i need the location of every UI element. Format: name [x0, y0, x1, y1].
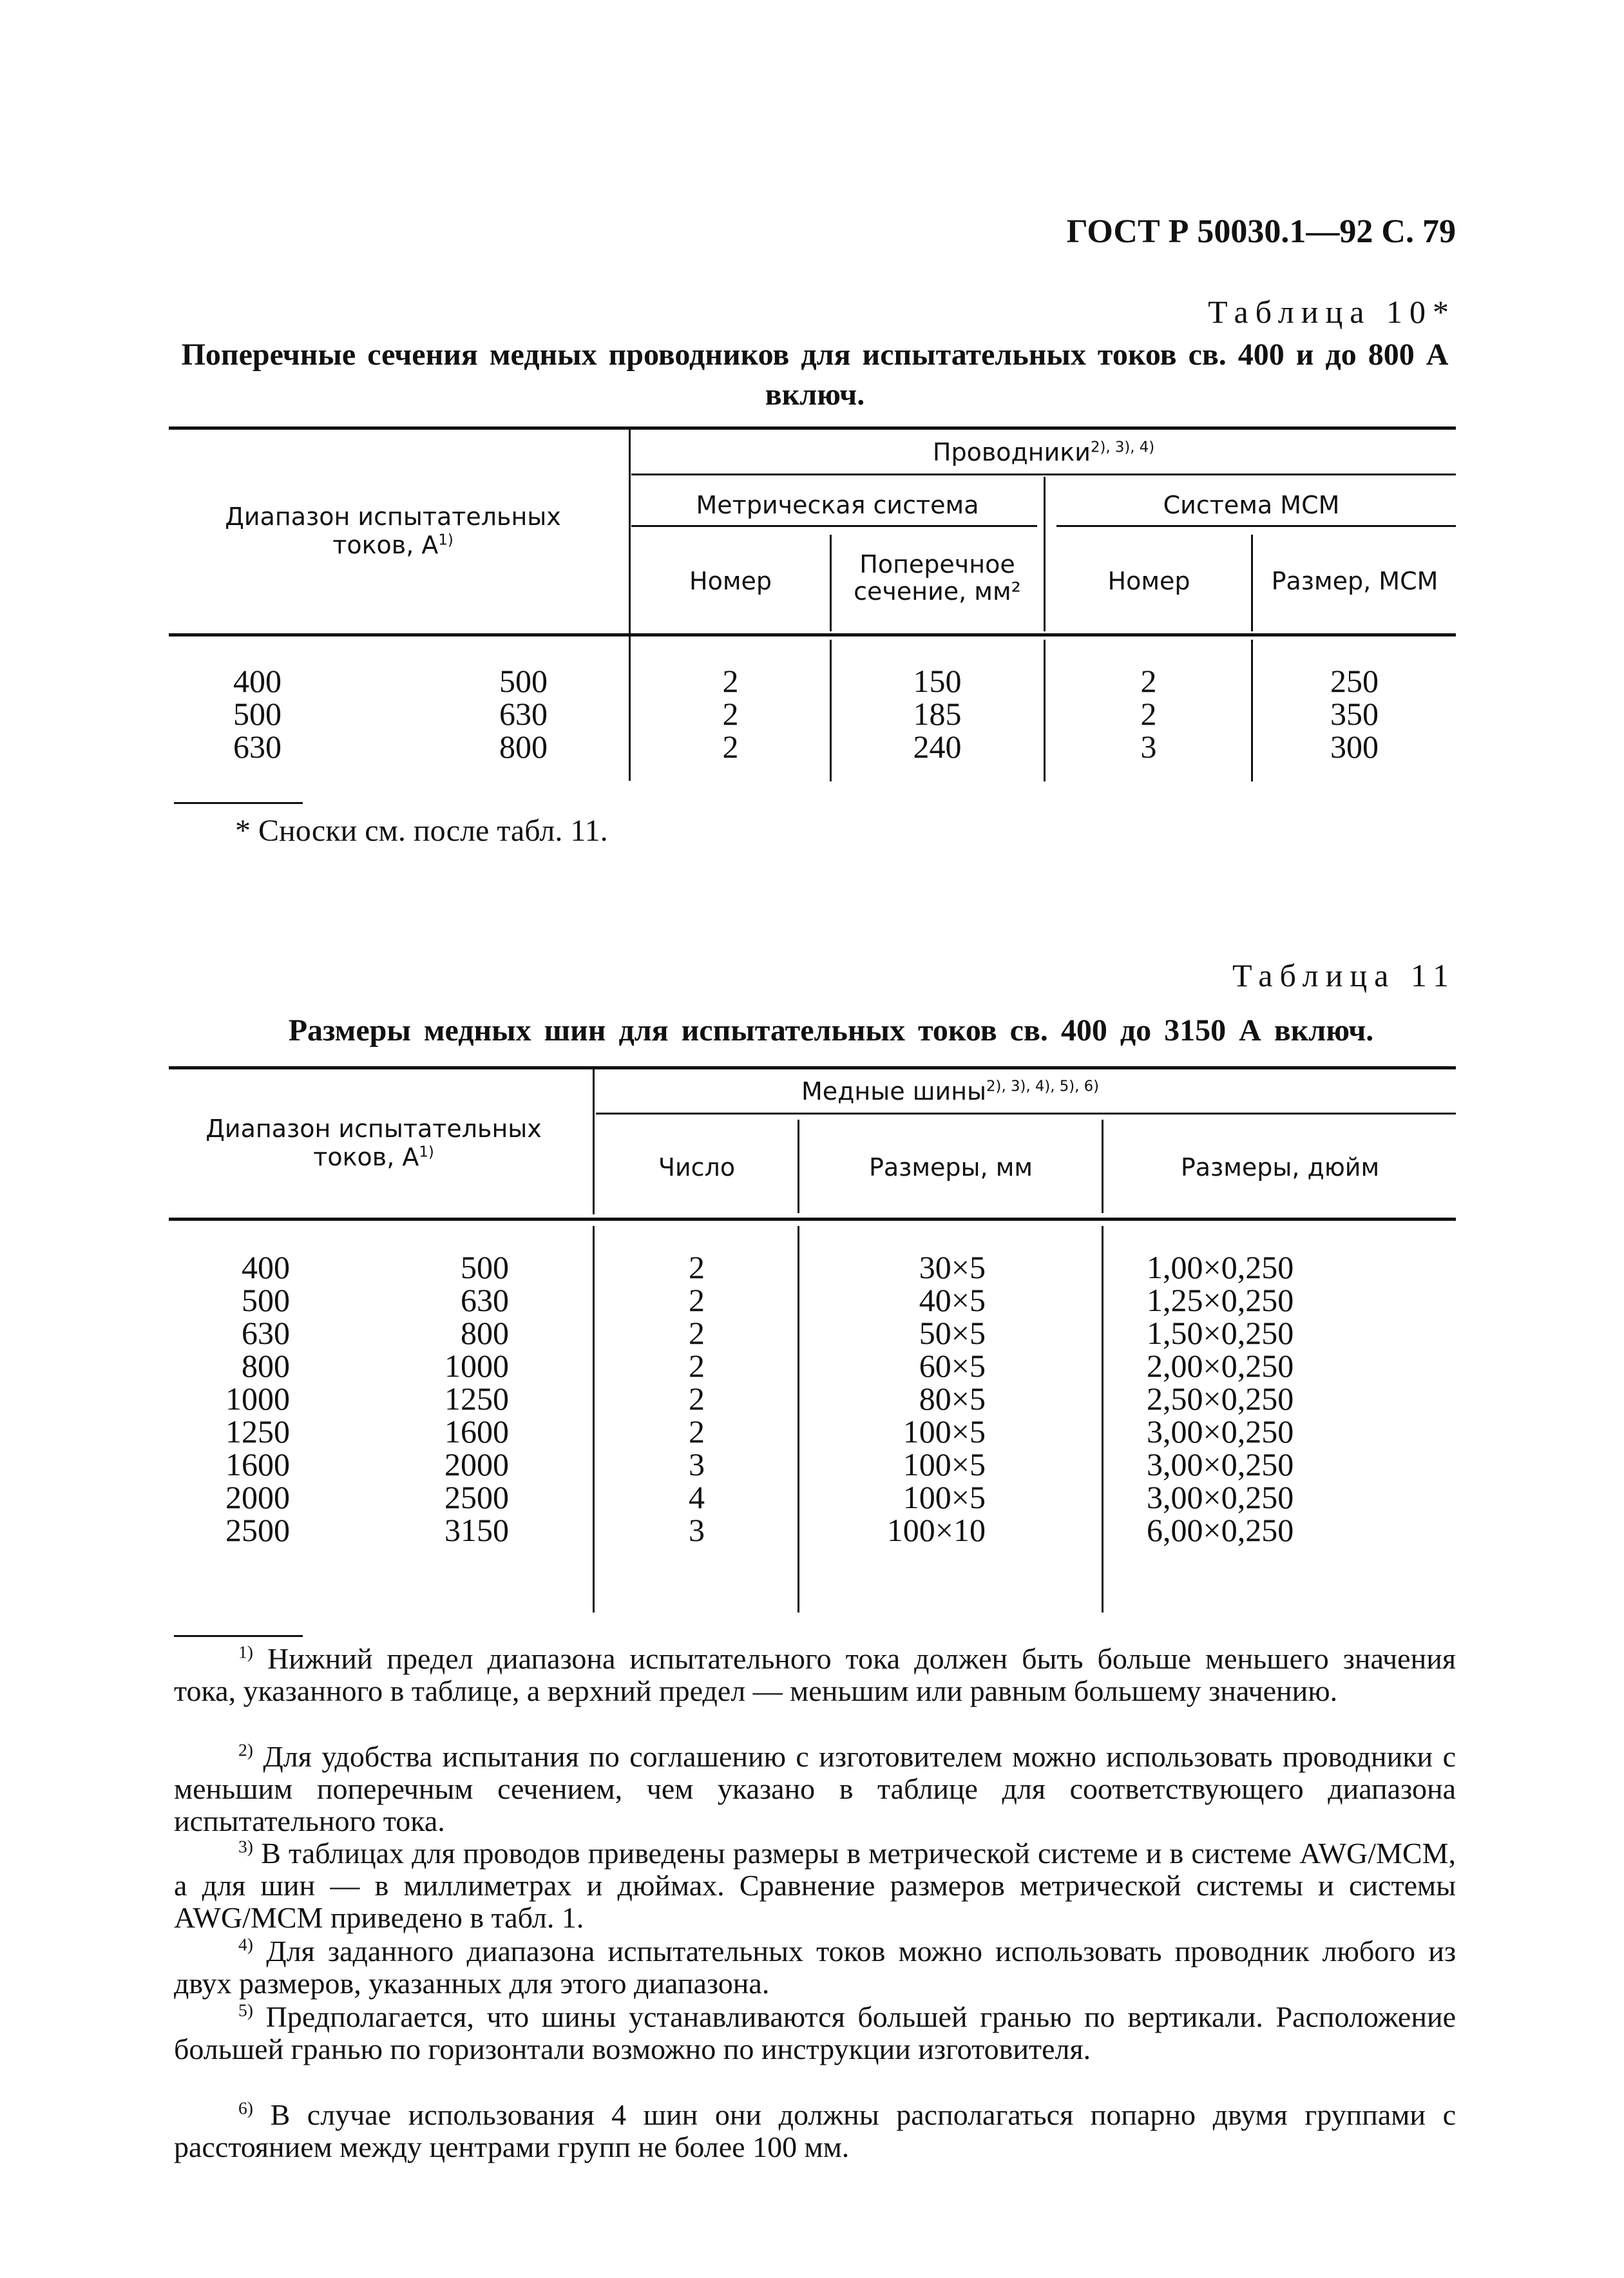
table11-row-5-from: 1000: [225, 1381, 290, 1417]
table10-row-3-mcm: 300: [1330, 729, 1379, 765]
table11-col-range-sup: 1): [419, 1144, 434, 1161]
table11-label: Таблица 11: [1232, 957, 1456, 993]
table11-vline-2b: [798, 1226, 799, 1613]
table10-row-2-num: 2: [722, 696, 739, 732]
page-header: ГОСТ Р 50030.1—92 С. 79: [1066, 213, 1456, 250]
table11-row-7-to: 2000: [444, 1446, 509, 1482]
footnote-5-mark: 5): [238, 2000, 253, 2020]
table10-label: Таблица 10*: [1208, 294, 1456, 330]
table10-row-1-section: 150: [913, 663, 962, 699]
table11-row-6-to: 1600: [444, 1413, 509, 1450]
table11-title: Размеры медных шин для испытательных токов св. 400 до 3150 А включ.: [288, 1013, 1374, 1048]
table10-sub-mcm: Система MCM: [1163, 491, 1340, 519]
table10-row-3-section: 240: [913, 729, 962, 765]
footnote-4-mark: 4): [238, 1934, 253, 1955]
table11-row-1-inch: 1,00×0,250: [1147, 1249, 1294, 1285]
table11-row-8-to: 2500: [444, 1479, 509, 1515]
footnotes-rule: [174, 1635, 303, 1637]
table10-col-number2: Номер: [1107, 567, 1190, 595]
table10-row-2-mcm: 350: [1330, 696, 1379, 732]
table11-row-3-mm: 50×5: [919, 1315, 986, 1351]
table10-row-3-from: 630: [233, 729, 282, 765]
table11-header-rule: [169, 1218, 1456, 1221]
table10-row-2-to: 630: [499, 696, 548, 732]
table10-row-1-from: 400: [233, 663, 282, 699]
table10-row-2-from: 500: [233, 696, 282, 732]
table11-row-8-inch: 3,00×0,250: [1147, 1479, 1294, 1515]
table11-vline-1: [593, 1069, 595, 1214]
footnote-3-text: В таблицах для проводов приведены размеры в метрической системе и в системе AWG/MCM, а для шин — в миллиметрах и дюймах. Сравнение размеров метрической системы и системы AWG/MCM приведено в табл. 1.: [174, 1837, 1457, 1934]
table11-top-rule: [169, 1066, 1456, 1069]
table11-row-8-mm: 100×5: [903, 1479, 986, 1515]
table11-row-3-from: 630: [242, 1315, 290, 1351]
table10-col-number: Номер: [689, 567, 772, 595]
table11-row-4-mm: 60×5: [919, 1348, 986, 1384]
table11-group-bars: [596, 1077, 1304, 1106]
footnote-5-text: Предполагается, что шины устанавливаются большей гранью по вертикали. Расположение большей гранью по горизонтали возможно по инструкции изготовителя.: [174, 2000, 1456, 2065]
footnote-4-text: Для заданного диапазона испытательных токов можно использовать проводник любого из двух размеров, указанных для этого диапазона.: [174, 1935, 1456, 2000]
table11-group-rule: [596, 1113, 1456, 1115]
table11-row-4-to: 1000: [444, 1348, 509, 1384]
table11-row-5-to: 1250: [444, 1381, 509, 1417]
table11-row-4-inch: 2,00×0,250: [1147, 1348, 1294, 1384]
table11-row-1-to: 500: [461, 1249, 509, 1285]
table11-row-6-count: 2: [689, 1413, 705, 1450]
table11-row-7-inch: 3,00×0,250: [1147, 1446, 1294, 1482]
table10-group-conductors-sup: 2), 3), 4): [1090, 439, 1155, 456]
table11-row-5-count: 2: [689, 1381, 705, 1417]
table11-row-7-mm: 100×5: [903, 1446, 986, 1482]
table11-row-7-count: 3: [689, 1446, 705, 1482]
table11-group-bars-sup: 2), 3), 4), 5), 6): [986, 1078, 1100, 1095]
table11-col-range-text: Диапазон испытательных токов, А: [205, 1115, 542, 1171]
table10-group-conductors-text: Проводники: [932, 438, 1091, 466]
table11-row-3-to: 800: [461, 1315, 509, 1351]
table11-row-1-from: 400: [242, 1249, 290, 1285]
table10-col-range-sup: 1): [438, 531, 454, 549]
table11-vline-2: [798, 1120, 799, 1213]
table10-row-1-to: 500: [499, 663, 548, 699]
table10-row-1-mcm: 250: [1330, 663, 1379, 699]
footnote-2: [174, 1741, 1456, 1837]
footnote-4: [174, 1935, 1456, 2000]
footnote-2-text: Для удобства испытания по соглашению с изготовителем можно использовать проводники с меньшим поперечным сечением, чем указано в таблице для соответствующего диапазона испытательного тока.: [174, 1740, 1456, 1837]
footnote-1-mark: 1): [238, 1642, 253, 1662]
table11-row-5-mm: 80×5: [919, 1381, 986, 1417]
table10-row-3-to: 800: [499, 729, 548, 765]
table11-row-2-count: 2: [689, 1282, 705, 1318]
table10-col-size-mcm: Размер, MCM: [1271, 567, 1438, 595]
table11-row-5-inch: 2,50×0,250: [1147, 1381, 1294, 1417]
table11-row-8-from: 2000: [225, 1479, 290, 1515]
table11-row-2-from: 500: [242, 1282, 290, 1318]
table11-row-6-mm: 100×5: [903, 1413, 986, 1450]
table11-col-size-inch: Размеры, дюйм: [1180, 1153, 1380, 1182]
table10-note: * Сноски см. после табл. 11.: [235, 814, 608, 848]
footnote-1: [174, 1643, 1456, 1707]
table10-title: Поперечные сечения медных проводников для испытательных токов св. 400 и до 800 А включ.: [181, 338, 1449, 412]
table11-col-count: Число: [658, 1153, 736, 1182]
table11-col-range: [180, 1115, 567, 1171]
table11-row-8-count: 4: [689, 1479, 705, 1515]
table11-row-3-count: 2: [689, 1315, 705, 1351]
table10-col-section: Поперечное сечение, мм²: [854, 550, 1021, 606]
table11-row-2-to: 630: [461, 1282, 509, 1318]
footnote-6-mark: 6): [238, 2098, 253, 2118]
table11-row-6-from: 1250: [225, 1413, 290, 1450]
table10-row-1-num: 2: [722, 663, 739, 699]
table11-row-4-count: 2: [689, 1348, 705, 1384]
table10-row-3-num2: 3: [1140, 729, 1157, 765]
table11-row-9-from: 2500: [225, 1512, 290, 1548]
table11-vline-1b: [593, 1226, 595, 1613]
table11-row-9-mm: 100×10: [886, 1512, 986, 1548]
table11-col-size-mm: Размеры, мм: [868, 1153, 1033, 1182]
table11-group-bars-text: Медные шины: [801, 1077, 987, 1106]
footnote-2-mark: 2): [238, 1739, 253, 1760]
table11-vline-3: [1102, 1120, 1103, 1213]
table11-row-1-mm: 30×5: [919, 1249, 986, 1285]
table11-vline-3b: [1102, 1226, 1103, 1613]
table11-row-9-to: 3150: [444, 1512, 509, 1548]
table11-row-9-inch: 6,00×0,250: [1147, 1512, 1294, 1548]
footnote-6-text: В случае использования 4 шин они должны располагаться попарно двумя группами с расстоянием между центрами групп не более 100 мм.: [174, 2098, 1456, 2163]
footnote-6: [174, 2099, 1456, 2163]
table10-row-2-num2: 2: [1140, 696, 1157, 732]
table11-row-4-from: 800: [242, 1348, 290, 1384]
table10-col-range-text: Диапазон испытательных токов, А: [225, 503, 561, 559]
table10-row-1-num2: 2: [1140, 663, 1157, 699]
table10-row-2-section: 185: [913, 696, 962, 732]
footnote-3-mark: 3): [238, 1836, 253, 1857]
footnote-3: [174, 1837, 1456, 1934]
table11-row-9-count: 3: [689, 1512, 705, 1548]
table10-row-3-num: 2: [722, 729, 739, 765]
table10-sub-metric: Метрическая система: [696, 491, 979, 519]
table11-row-1-count: 2: [689, 1249, 705, 1285]
table11-row-3-inch: 1,50×0,250: [1147, 1315, 1294, 1351]
table11-row-7-from: 1600: [225, 1446, 290, 1482]
table11-row-2-mm: 40×5: [919, 1282, 986, 1318]
footnote-1-text: Нижний предел диапазона испытательного тока должен быть больше меньшего значения тока, указанного в таблице, а верхний предел — меньшим или равным большему значению.: [174, 1642, 1456, 1707]
table11-row-2-inch: 1,25×0,250: [1147, 1282, 1294, 1318]
footnote-5: [174, 2001, 1456, 2065]
table11-row-6-inch: 3,00×0,250: [1147, 1413, 1294, 1450]
